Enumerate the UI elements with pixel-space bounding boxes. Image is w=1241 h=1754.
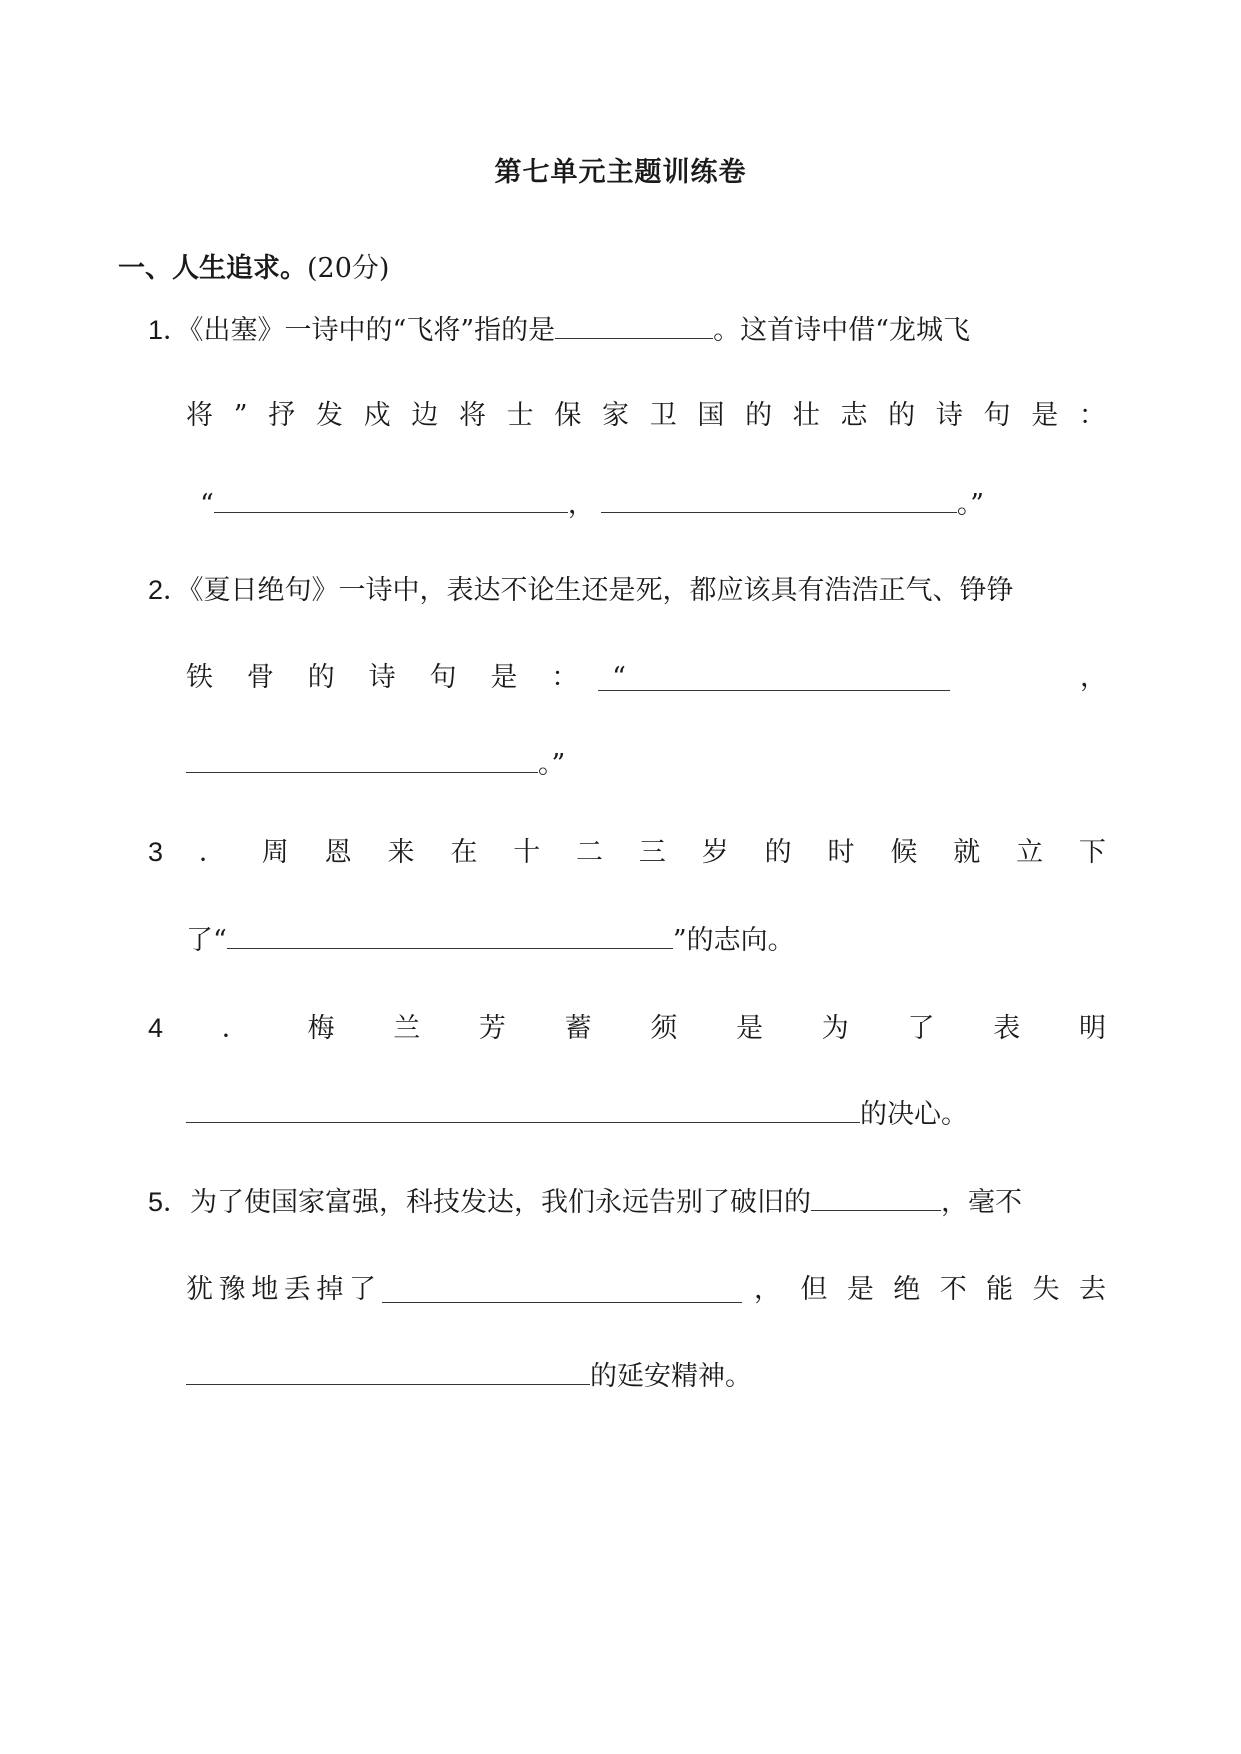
q1-line2-char: 戍: [363, 400, 391, 431]
q5-line2-suffix-char: 绝: [893, 1274, 921, 1305]
q3-line1-char: 十: [513, 837, 541, 868]
q4-line1-char: 明: [1078, 1013, 1106, 1044]
q2-blank-2[interactable]: [186, 746, 538, 773]
q4-line1-char: 了: [907, 1013, 935, 1044]
q3-line1-char: 三: [638, 837, 666, 868]
q5-number: 5．: [148, 1187, 191, 1217]
q2-line2-char: 句: [429, 662, 457, 693]
q2-line2-char: 的: [307, 662, 335, 693]
q1-line2-char: 抒: [268, 400, 296, 431]
q2-line2-char: ：: [551, 662, 579, 693]
q1-line2-char: 边: [411, 400, 439, 431]
q4-line1-char: 梅: [307, 1013, 335, 1044]
q1-line2-char: 士: [506, 400, 534, 431]
q1-text-b: 。这首诗中借“龙城飞: [713, 315, 970, 346]
q4-suffix: 的决心。: [860, 1099, 968, 1130]
q2-number: 2．: [148, 575, 191, 605]
q1-line2-char: 句: [983, 400, 1011, 431]
q3-line1-char: 时: [827, 837, 855, 868]
q3-line1-char: 下: [1078, 837, 1106, 868]
q3-line1: [148, 834, 1106, 870]
q4-line1-char: 表: [993, 1013, 1021, 1044]
q3-line1-char: 立: [1016, 837, 1044, 868]
q1-line2-char: 国: [697, 400, 725, 431]
q3-line1-char: 恩: [324, 837, 352, 868]
q1-line2-char: 是: [1031, 400, 1059, 431]
q4-line1-char: 蓄: [564, 1013, 592, 1044]
q2-line2-char: 诗: [368, 662, 396, 693]
q4-line1-char: ．: [221, 1013, 249, 1044]
q5-blank-3[interactable]: [186, 1358, 590, 1385]
q5-line2-suffix-char: 失: [1032, 1274, 1060, 1305]
q3-line1-char: 岁: [701, 837, 729, 868]
q5-line2-prefix-char: 了: [348, 1274, 376, 1305]
q1-blank-3[interactable]: [601, 486, 957, 513]
q4-line2: [186, 1096, 968, 1132]
q2-line1: [148, 572, 1014, 608]
q1-line2-char: 的: [888, 400, 916, 431]
q2-line2-char: 是: [490, 662, 518, 693]
q5-line1: [148, 1184, 1022, 1220]
q5-line2-prefix-char: 地: [251, 1274, 279, 1305]
q1-text-a: 《出塞》一诗中的“飞将”指的是: [190, 315, 556, 346]
q1-line2-char: 卫: [649, 400, 677, 431]
q5-line2: [186, 1272, 1106, 1308]
q3-line1-char: 的: [764, 837, 792, 868]
q2-line2-char: 铁: [186, 662, 213, 693]
q5-line2-suffix-char: 不: [939, 1274, 967, 1305]
q1-line2-char: ”: [233, 400, 248, 431]
q5-blank-1[interactable]: [811, 1184, 941, 1211]
q1-line2-char: 的: [745, 400, 773, 431]
q2-line2-char: 骨: [246, 662, 274, 693]
q1-line2-char: 保: [554, 400, 582, 431]
q2-blank-1[interactable]: [598, 664, 950, 691]
q3-line1-char: 3: [148, 837, 164, 867]
q4-line1-char: 兰: [393, 1013, 421, 1044]
q1-line2-char: 诗: [935, 400, 963, 431]
page-title: 第七单元主题训练卷: [494, 157, 747, 188]
q5-text-a: 为了使国家富强，科技发达，我们永远告别了破旧的: [190, 1187, 812, 1218]
q3-line1-char: 就: [953, 837, 981, 868]
q5-line2-prefix-char: 丢: [283, 1274, 311, 1305]
q1-line2-char: 家: [602, 400, 629, 431]
q2-text-a: 《夏日绝句》一诗中，表达不论生还是死，都应该具有浩浩正气、铮铮: [190, 575, 1014, 606]
q3-line2: [186, 922, 795, 958]
q1-number: 1．: [148, 315, 191, 345]
q5-suffix: 的延安精神。: [590, 1361, 752, 1392]
q2-comma: ，: [1080, 662, 1107, 693]
q4-blank[interactable]: [186, 1096, 860, 1123]
q1-line2-char: 壮: [792, 400, 820, 431]
q3-line1-char: 来: [387, 837, 415, 868]
q2-line2: [186, 660, 1106, 696]
q1-line2-char: 将: [186, 400, 213, 431]
section-label: 一、人生追求。: [118, 253, 307, 284]
q3-line1-char: ．: [198, 837, 226, 868]
q1-line2-char: ：: [1078, 400, 1106, 431]
q5-line2-prefix-char: 豫: [218, 1274, 246, 1305]
q1-line2-char: 发: [315, 400, 343, 431]
q4-line1-char: 为: [821, 1013, 849, 1044]
q2-line2-char: “: [612, 662, 626, 693]
q1-open-quote: “: [200, 489, 214, 520]
q5-line2-prefix-char: 掉: [316, 1274, 344, 1305]
q3-line1-char: 周: [261, 837, 289, 868]
q3-blank[interactable]: [227, 922, 673, 949]
q3-line1-char: 在: [450, 837, 478, 868]
q4-line1-char: 是: [736, 1013, 764, 1044]
q4-line1-char: 芳: [478, 1013, 506, 1044]
q1-line2-char: 将: [458, 400, 486, 431]
q5-line2-suffix-char: 是: [846, 1274, 874, 1305]
q4-line1: [148, 1010, 1106, 1046]
q1-comma: ，: [567, 489, 595, 520]
section-score: (20分): [307, 253, 390, 284]
q5-line2-prefix-char: 犹: [186, 1274, 213, 1305]
q4-line1-char: 须: [650, 1013, 678, 1044]
q3-line1-char: 候: [890, 837, 918, 868]
q1-line2-char: 志: [840, 400, 868, 431]
q5-text-b: ，毫不: [941, 1187, 1023, 1218]
q2-line3: [186, 746, 565, 782]
q5-line2-suffix-char: 去: [1078, 1274, 1106, 1305]
q1-blank-1[interactable]: [555, 312, 713, 339]
q3-prefix: 了“: [186, 925, 227, 956]
q5-blank-2[interactable]: [382, 1276, 742, 1303]
q1-blank-2[interactable]: [214, 486, 568, 513]
q1-line3: [200, 486, 984, 522]
q3-line1-char: 二: [576, 837, 604, 868]
q1-line1: [148, 312, 970, 348]
q5-line2-suffix-char: ，: [754, 1274, 781, 1305]
q5-line3: [186, 1358, 752, 1394]
section-heading: [118, 246, 389, 285]
q3-suffix: ”的志向。: [672, 925, 795, 956]
q5-line2-suffix-char: 但: [800, 1274, 828, 1305]
q1-close: 。”: [956, 489, 985, 520]
q1-line2: [186, 398, 1106, 434]
q5-line2-suffix-char: 能: [986, 1274, 1014, 1305]
q4-line1-char: 4: [148, 1013, 164, 1043]
q2-close: 。”: [538, 749, 566, 780]
